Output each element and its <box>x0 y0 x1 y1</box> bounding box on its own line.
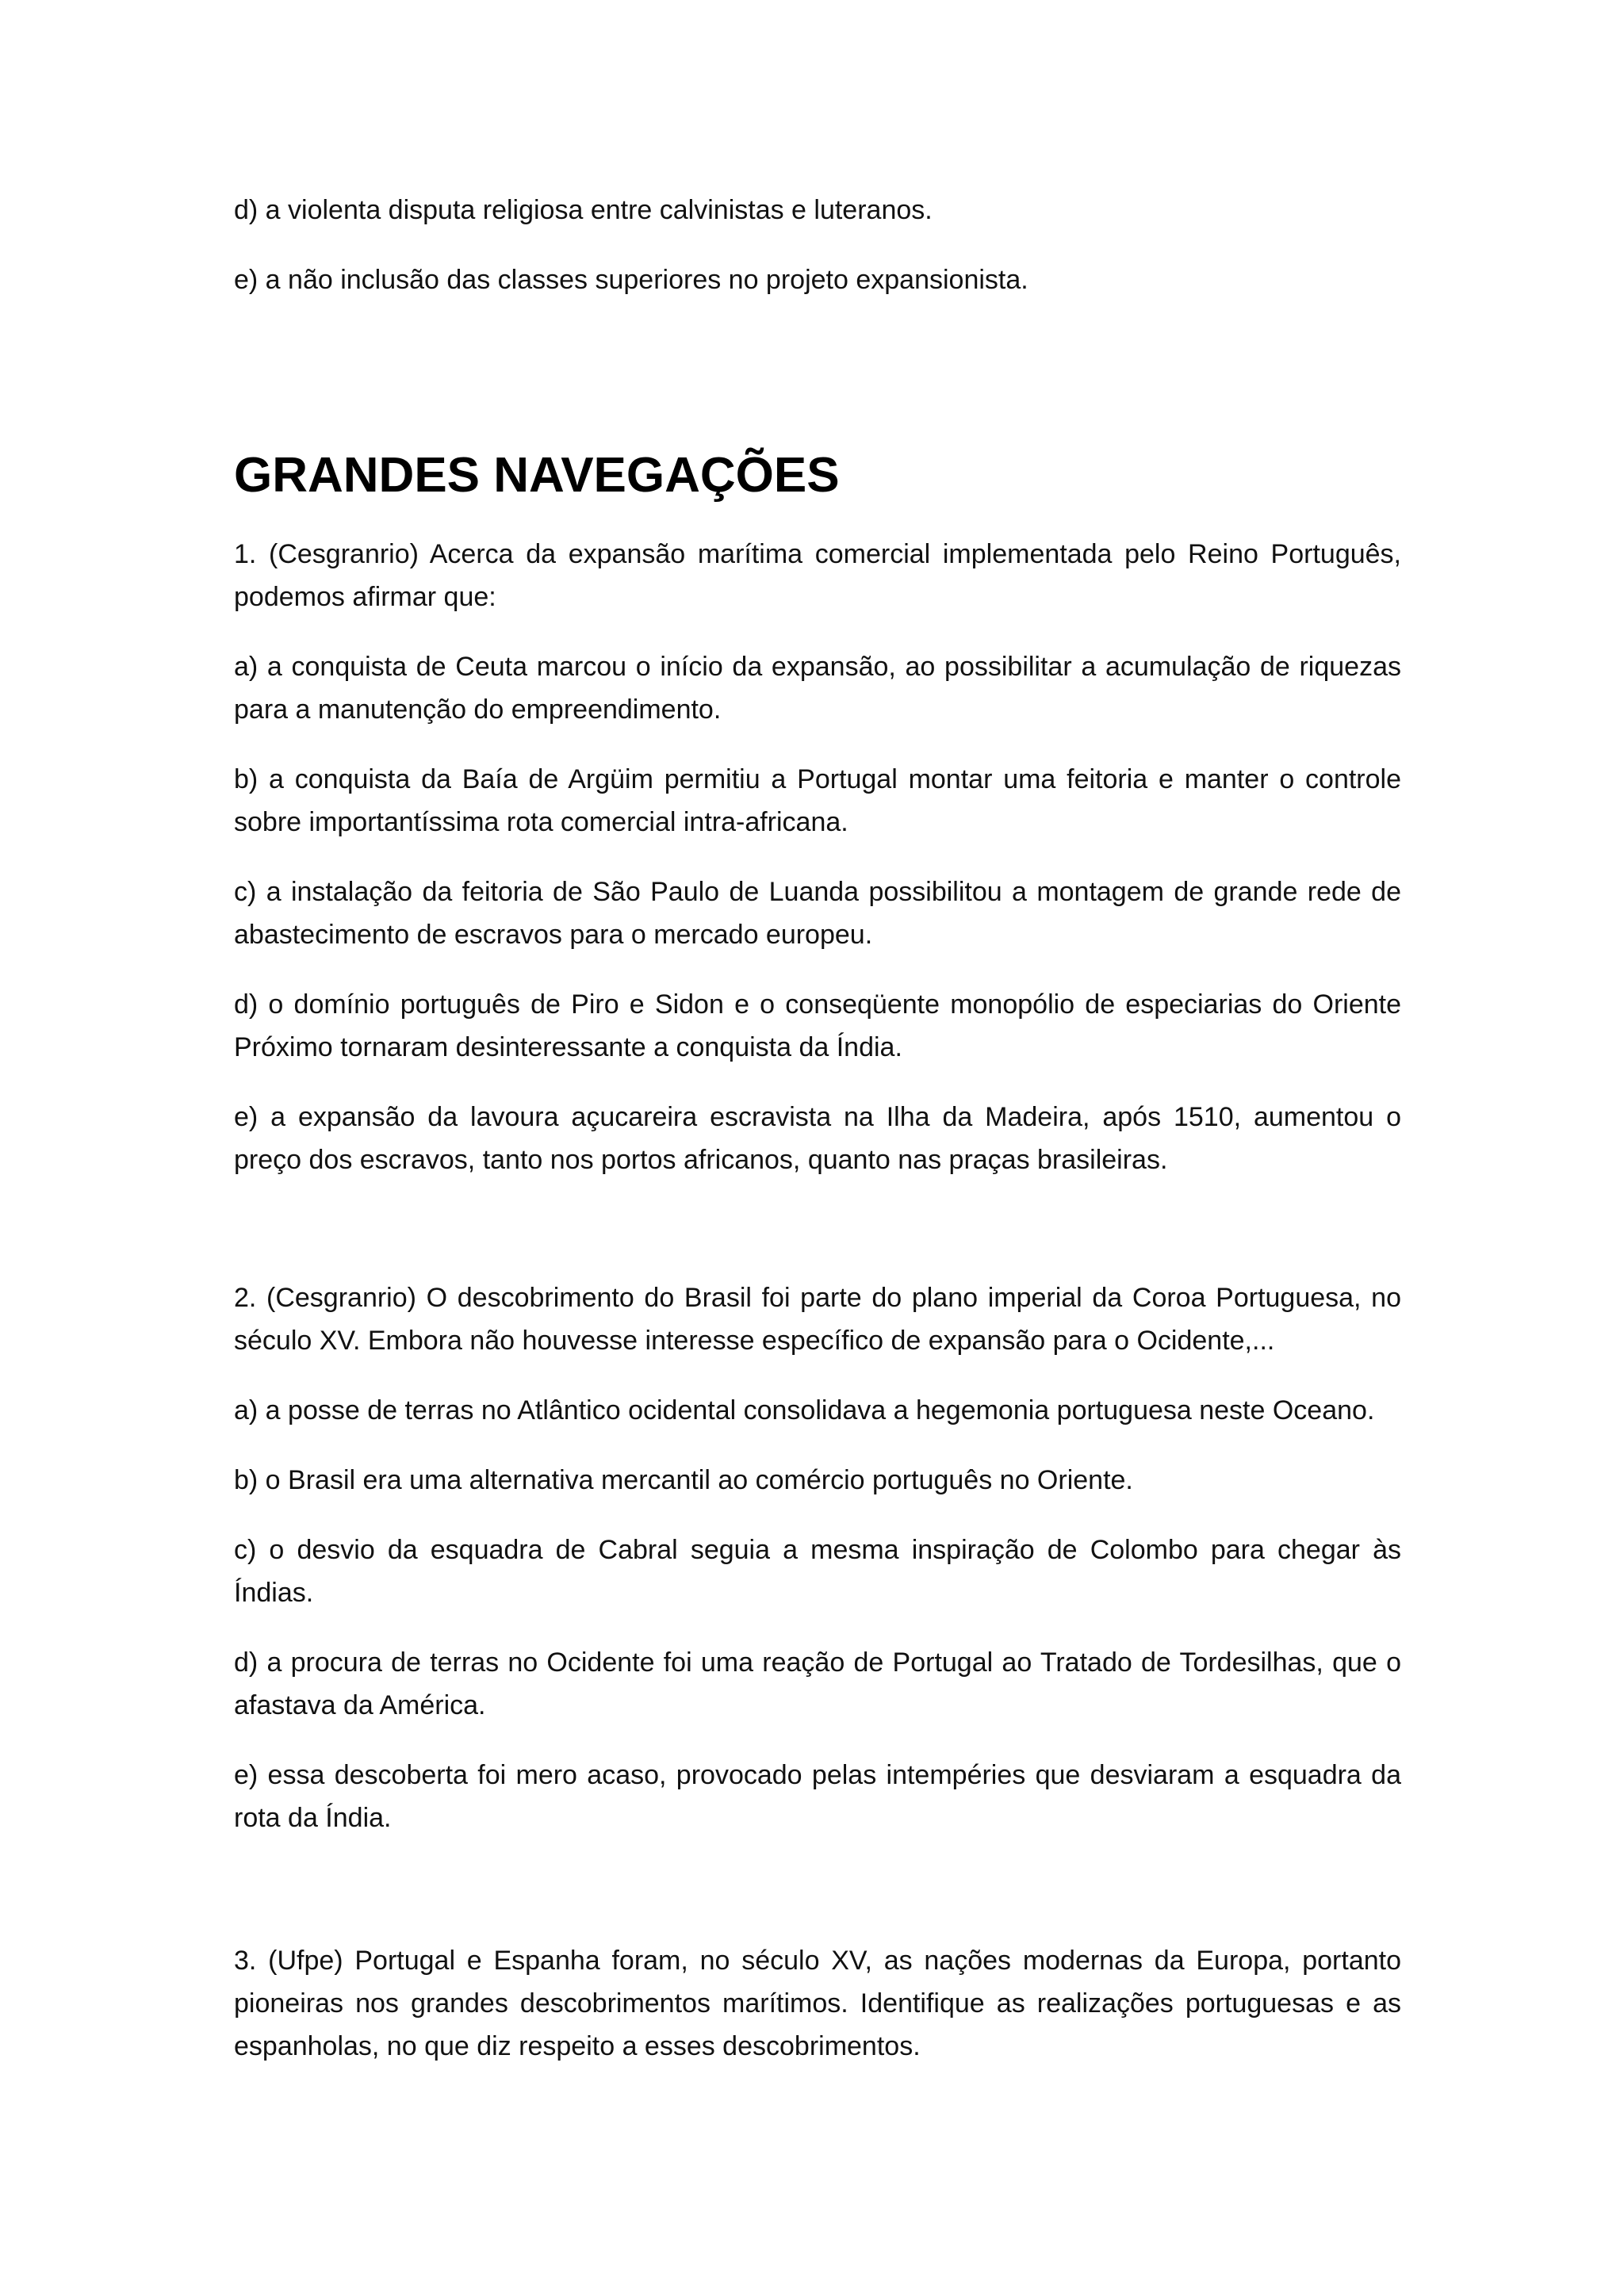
previous-option-d: d) a violenta disputa religiosa entre calvinistas e luteranos. <box>234 195 933 225</box>
question-2-option-a: a) a posse de terras no Atlântico ocidental consolidava a hegemonia portuguesa neste Oceano. <box>234 1395 1375 1425</box>
question-1-option-a: a) a conquista de Ceuta marcou o início da expansão, ao possibilitar a acumulação de riquezas para a manutenção do empreendimento. <box>234 652 1401 725</box>
question-1-option-c: c) a instalação da feitoria de São Paulo de Luanda possibilitou a montagem de grande rede de abastecimento de escravos para o mercado europeu. <box>234 877 1401 950</box>
previous-option-e: e) a não inclusão das classes superiores no projeto expansionista. <box>234 265 1028 295</box>
question-2 <box>234 1276 1401 1839</box>
question-2-stem: 2. (Cesgranrio) O descobrimento do Brasil foi parte do plano imperial da Coroa Portuguesa, no século XV. Embora não houvesse interesse específico de expansão para o Ocidente,... <box>234 1283 1401 1356</box>
question-1-stem: 1. (Cesgranrio) Acerca da expansão marítima comercial implementada pelo Reino Português, podemos afirmar que: <box>234 539 1401 612</box>
question-3 <box>234 1939 1401 2068</box>
question-2-option-b: b) o Brasil era uma alternativa mercantil ao comércio português no Oriente. <box>234 1465 1133 1495</box>
spacer <box>234 328 1401 446</box>
spacer <box>234 1208 1401 1276</box>
question-2-option-c: c) o desvio da esquadra de Cabral seguia a mesma inspiração de Colombo para chegar às Índias. <box>234 1535 1401 1608</box>
question-3-stem: 3. (Ufpe) Portugal e Espanha foram, no século XV, as nações modernas da Europa, portanto pioneiras nos grandes descobrimentos marítimos. Identifique as realizações portuguesas e as espanholas, no que diz respeito a esses descobrimentos. <box>234 1946 1401 2061</box>
question-1-option-d: d) o domínio português de Piro e Sidon e o conseqüente monopólio de especiarias do Oriente Próximo tornaram desinteressante a conquista da Índia. <box>234 989 1401 1062</box>
question-1-option-b: b) a conquista da Baía de Argüim permitiu a Portugal montar uma feitoria e manter o controle sobre importantíssima rota comercial intra-africana. <box>234 764 1401 837</box>
question-1 <box>234 533 1401 1181</box>
spacer <box>234 1866 1401 1939</box>
question-2-option-e: e) essa descoberta foi mero acaso, provocado pelas intempéries que desviaram a esquadra da rota da Índia. <box>234 1760 1401 1833</box>
section-title: GRANDES NAVEGAÇÕES <box>234 448 840 503</box>
question-2-option-d: d) a procura de terras no Ocidente foi uma reação de Portugal ao Tratado de Tordesilhas, que o afastava da América. <box>234 1647 1401 1720</box>
question-1-option-e: e) a expansão da lavoura açucareira escravista na Ilha da Madeira, após 1510, aumentou o preço dos escravos, tanto nos portos africanos, quanto nas praças brasileiras. <box>234 1102 1401 1175</box>
document-body <box>234 189 1401 2095</box>
